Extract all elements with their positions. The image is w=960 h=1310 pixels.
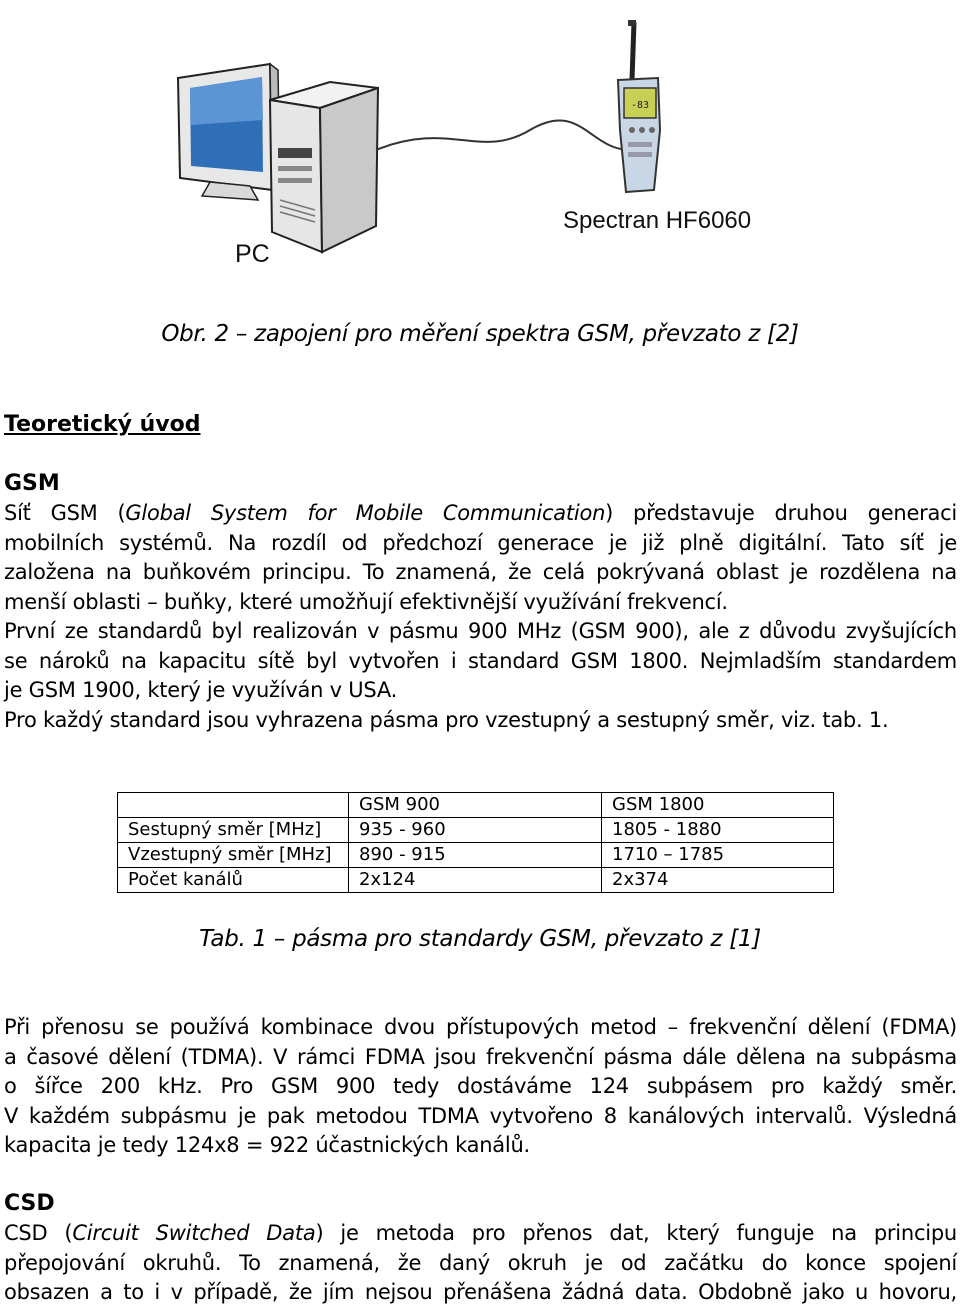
table-cell: Sestupný směr [MHz] bbox=[118, 818, 349, 843]
gsm-bands-table bbox=[117, 792, 834, 893]
table-cell bbox=[118, 793, 349, 818]
text-line: Síť GSM (Global System for Mobile Communication) představuje druhou generaci bbox=[4, 501, 958, 525]
table-cell: Vzestupný směr [MHz] bbox=[118, 843, 349, 868]
cable bbox=[376, 120, 630, 150]
text-line: Při přenosu se používá kombinace dvou přístupových metod – frekvenční dělení (FDMA) bbox=[4, 1015, 957, 1039]
table-row bbox=[118, 868, 834, 893]
text-line: přepojování okruhů. To znamená, že daný okruh je od začátku do konce spojení bbox=[4, 1250, 957, 1275]
csd-heading: CSD bbox=[4, 1191, 55, 1216]
table-cell: 890 - 915 bbox=[349, 843, 602, 868]
text-line: kapacita je tedy 124x8 = 922 účastnických kanálů. bbox=[4, 1133, 530, 1157]
fdma-paragraph bbox=[4, 1013, 957, 1161]
text-line: a časové dělení (TDMA). V rámci FDMA jsou frekvenční pásma dále dělena na subpásma bbox=[4, 1044, 957, 1069]
device-label: Spectran HF6060 bbox=[563, 207, 752, 234]
text-line: menší oblasti – buňky, které umožňují efektivnější využívání frekvencí. bbox=[4, 589, 728, 614]
gsm-paragraph bbox=[4, 499, 957, 735]
table-cell: 1805 - 1880 bbox=[602, 818, 834, 843]
text-line: V každém subpásmu je pak metodou TDMA vytvořeno 8 kanálových intervalů. Výsledná bbox=[4, 1103, 957, 1128]
text-line: se nároků na kapacitu sítě byl vytvořen i standard GSM 1800. Nejmladším standardem bbox=[4, 648, 957, 673]
table-row bbox=[118, 818, 834, 843]
table-header-row bbox=[118, 793, 834, 818]
connection-figure bbox=[150, 0, 810, 300]
pc-label: PC bbox=[235, 240, 270, 268]
table-caption: Tab. 1 – pásma pro standardy GSM, převzato z [1] bbox=[199, 926, 761, 952]
table-cell: 1710 – 1785 bbox=[602, 843, 834, 868]
device-screen-reading: -83 bbox=[630, 100, 650, 111]
table-cell: GSM 1800 bbox=[602, 793, 834, 818]
table-row bbox=[118, 843, 834, 868]
table-cell: Počet kanálů bbox=[118, 868, 349, 893]
table-cell: 935 - 960 bbox=[349, 818, 602, 843]
text-line: obsazen a to i v případě, že jím nejsou přenášena žádná data. Obdobně jako u hovoru, bbox=[4, 1280, 957, 1304]
text-line: mobilních systémů. Na rozdíl od předchozí generace je již plně digitální. Tato síť je bbox=[4, 530, 957, 555]
table-cell: 2x124 bbox=[349, 868, 602, 893]
gsm-heading: GSM bbox=[4, 471, 60, 496]
text-line: CSD (Circuit Switched Data) je metoda pro přenos dat, který funguje na principu bbox=[4, 1221, 957, 1245]
section-title: Teoretický úvod bbox=[4, 412, 201, 437]
spectrum-analyzer-icon bbox=[618, 20, 660, 192]
text-line: Pro každý standard jsou vyhrazena pásma pro vzestupný a sestupný směr, viz. tab. 1. bbox=[4, 707, 889, 732]
pc-tower-icon bbox=[270, 82, 378, 252]
text-line: je GSM 1900, který je využíván v USA. bbox=[4, 678, 398, 702]
monitor-icon bbox=[178, 64, 280, 200]
text-line: o šířce 200 kHz. Pro GSM 900 tedy dostáváme 124 subpásem pro každý směr. bbox=[4, 1074, 957, 1098]
table-cell: 2x374 bbox=[602, 868, 834, 893]
text-line: První ze standardů byl realizován v pásmu 900 MHz (GSM 900), ale z důvodu zvyšujících bbox=[4, 619, 957, 643]
csd-paragraph bbox=[4, 1219, 957, 1308]
figure-caption: Obr. 2 – zapojení pro měření spektra GSM, převzato z [2] bbox=[161, 321, 799, 347]
text-line: založena na buňkovém principu. To znamená, že celá pokrývaná oblast je rozdělena na bbox=[4, 560, 957, 584]
table-cell: GSM 900 bbox=[349, 793, 602, 818]
